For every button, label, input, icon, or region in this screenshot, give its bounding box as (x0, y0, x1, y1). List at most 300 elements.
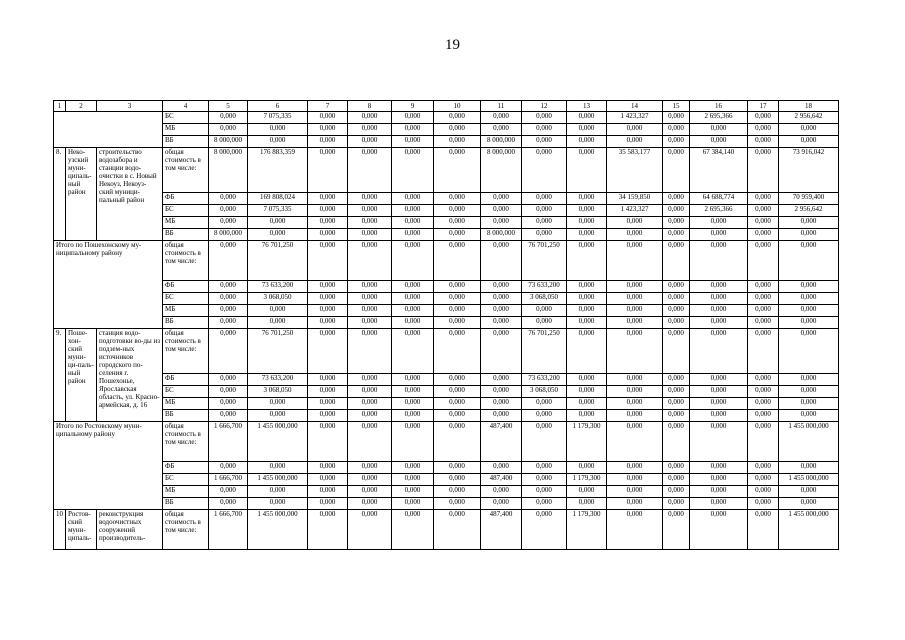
value-cell: 0,000 (748, 317, 779, 329)
table-row (54, 193, 839, 205)
value-cell: 8 000,000 (481, 229, 522, 241)
funding-type: БС (163, 205, 209, 217)
value-cell: 0,000 (748, 510, 779, 550)
item-number: 10 (54, 510, 66, 550)
value-cell: 0,000 (308, 317, 348, 329)
value-cell: 0,000 (663, 498, 690, 510)
value-cell: 0,000 (663, 329, 690, 374)
value-cell: 0,000 (434, 205, 481, 217)
value-cell: 0,000 (779, 410, 839, 422)
value-cell: 0,000 (308, 422, 348, 462)
value-cell: 0,000 (567, 217, 607, 229)
value-cell: 0,000 (748, 281, 779, 293)
table-row (54, 217, 839, 229)
value-cell: 0,000 (308, 281, 348, 293)
value-cell: 0,000 (663, 398, 690, 410)
value-cell: 0,000 (308, 293, 348, 305)
table-row (54, 398, 839, 410)
value-cell: 0,000 (392, 193, 434, 205)
funding-type: ФБ (163, 462, 209, 474)
value-cell: 169 808,024 (248, 193, 308, 205)
value-cell: 0,000 (779, 486, 839, 498)
value-cell: 0,000 (392, 510, 434, 550)
table-row (54, 305, 839, 317)
value-cell: 0,000 (348, 281, 392, 293)
value-cell: 0,000 (348, 422, 392, 462)
table-row (54, 317, 839, 329)
value-cell: 0,000 (392, 293, 434, 305)
value-cell: 0,000 (607, 136, 663, 148)
value-cell: 0,000 (308, 510, 348, 550)
value-cell: 0,000 (209, 205, 248, 217)
district-name: Поше-хон-ский муни-ци-паль-ный район (66, 329, 97, 422)
value-cell: 0,000 (434, 193, 481, 205)
value-cell: 0,000 (663, 293, 690, 305)
value-cell: 0,000 (308, 124, 348, 136)
value-cell: 0,000 (748, 386, 779, 398)
value-cell: 0,000 (690, 317, 748, 329)
value-cell: 0,000 (607, 386, 663, 398)
value-cell: 0,000 (663, 281, 690, 293)
value-cell: 0,000 (392, 124, 434, 136)
value-cell: 0,000 (607, 374, 663, 386)
value-cell: 2 956,642 (779, 205, 839, 217)
column-number: 10 (434, 101, 481, 112)
value-cell: 0,000 (690, 498, 748, 510)
value-cell: 0,000 (522, 422, 567, 462)
value-cell: 0,000 (248, 498, 308, 510)
value-cell: 0,000 (209, 241, 248, 281)
value-cell: 0,000 (779, 398, 839, 410)
value-cell: 0,000 (348, 410, 392, 422)
value-cell: 0,000 (209, 317, 248, 329)
value-cell: 0,000 (690, 229, 748, 241)
value-cell: 70 959,400 (779, 193, 839, 205)
funding-type: ФБ (163, 193, 209, 205)
header-row (54, 101, 839, 112)
value-cell: 0,000 (607, 510, 663, 550)
value-cell: 0,000 (663, 305, 690, 317)
value-cell: 0,000 (567, 124, 607, 136)
value-cell: 0,000 (481, 329, 522, 374)
value-cell: 487,400 (481, 422, 522, 462)
value-cell: 0,000 (607, 329, 663, 374)
value-cell: 0,000 (481, 293, 522, 305)
value-cell: 0,000 (209, 374, 248, 386)
column-number: 2 (66, 101, 97, 112)
value-cell: 0,000 (209, 398, 248, 410)
value-cell: 0,000 (567, 462, 607, 474)
value-cell: 0,000 (690, 422, 748, 462)
value-cell: 0,000 (522, 229, 567, 241)
value-cell: 0,000 (779, 241, 839, 281)
value-cell: 0,000 (434, 136, 481, 148)
value-cell: 0,000 (567, 193, 607, 205)
column-number: 16 (690, 101, 748, 112)
value-cell: 0,000 (434, 241, 481, 281)
value-cell: 0,000 (690, 293, 748, 305)
value-cell: 0,000 (748, 486, 779, 498)
value-cell: 0,000 (748, 293, 779, 305)
object-name: станция водо-подготовки во-ды из подзем-ных источников городского по-селения г. Пошехонье, Ярославская область, ул. Красно-армейская, д. 16 (97, 329, 163, 422)
value-cell: 0,000 (779, 462, 839, 474)
value-cell: 0,000 (248, 305, 308, 317)
value-cell: 0,000 (392, 462, 434, 474)
value-cell: 0,000 (567, 112, 607, 124)
value-cell: 0,000 (392, 422, 434, 462)
value-cell: 34 159,850 (607, 193, 663, 205)
value-cell: 1 179,300 (567, 474, 607, 486)
value-cell: 3 068,050 (248, 386, 308, 398)
value-cell: 8 000,000 (481, 148, 522, 193)
value-cell: 0,000 (308, 205, 348, 217)
value-cell: 0,000 (748, 374, 779, 386)
funding-type: ВБ (163, 136, 209, 148)
value-cell: 0,000 (748, 148, 779, 193)
value-cell: 0,000 (663, 205, 690, 217)
table-row (54, 498, 839, 510)
value-cell: 0,000 (522, 217, 567, 229)
value-cell: 0,000 (434, 124, 481, 136)
funding-type: МБ (163, 124, 209, 136)
value-cell: 0,000 (522, 510, 567, 550)
continued-cell (54, 112, 163, 148)
value-cell: 0,000 (663, 229, 690, 241)
table-row (54, 229, 839, 241)
value-cell: 0,000 (690, 281, 748, 293)
value-cell: 0,000 (434, 498, 481, 510)
value-cell: 0,000 (522, 205, 567, 217)
value-cell: 2 695,366 (690, 112, 748, 124)
value-cell: 0,000 (348, 293, 392, 305)
table-row (54, 410, 839, 422)
value-cell: 1 666,700 (209, 422, 248, 462)
value-cell: 0,000 (779, 498, 839, 510)
value-cell: 0,000 (392, 498, 434, 510)
value-cell: 0,000 (434, 486, 481, 498)
value-cell: 0,000 (663, 148, 690, 193)
value-cell: 0,000 (522, 398, 567, 410)
value-cell: 0,000 (392, 398, 434, 410)
value-cell: 0,000 (663, 486, 690, 498)
value-cell: 3 068,050 (248, 293, 308, 305)
value-cell: 0,000 (392, 329, 434, 374)
funding-type: ВБ (163, 317, 209, 329)
value-cell: 0,000 (308, 386, 348, 398)
value-cell: 0,000 (209, 124, 248, 136)
value-cell: 487,400 (481, 510, 522, 550)
funding-type: МБ (163, 398, 209, 410)
value-cell: 0,000 (392, 486, 434, 498)
value-cell: 0,000 (663, 474, 690, 486)
value-cell: 0,000 (779, 386, 839, 398)
funding-type: общая стоимость в том числе: (163, 241, 209, 281)
value-cell: 1 455 000,000 (779, 474, 839, 486)
value-cell: 76 701,250 (248, 241, 308, 281)
value-cell: 0,000 (308, 112, 348, 124)
value-cell: 35 583,177 (607, 148, 663, 193)
value-cell: 0,000 (748, 112, 779, 124)
value-cell: 0,000 (308, 217, 348, 229)
value-cell: 0,000 (690, 124, 748, 136)
value-cell: 3 068,050 (522, 386, 567, 398)
value-cell: 0,000 (690, 329, 748, 374)
value-cell: 0,000 (779, 124, 839, 136)
table-row (54, 281, 839, 293)
column-number: 18 (779, 101, 839, 112)
value-cell: 0,000 (779, 305, 839, 317)
value-cell: 0,000 (209, 281, 248, 293)
funding-type: ВБ (163, 498, 209, 510)
value-cell: 0,000 (308, 374, 348, 386)
value-cell: 0,000 (348, 136, 392, 148)
value-cell: 73 633,200 (522, 374, 567, 386)
value-cell: 0,000 (392, 136, 434, 148)
value-cell: 0,000 (481, 498, 522, 510)
value-cell: 0,000 (567, 148, 607, 193)
value-cell: 0,000 (434, 386, 481, 398)
value-cell: 0,000 (481, 317, 522, 329)
table-row (54, 136, 839, 148)
table-row (54, 386, 839, 398)
table-row (54, 462, 839, 474)
value-cell: 0,000 (392, 148, 434, 193)
value-cell: 0,000 (522, 474, 567, 486)
value-cell: 0,000 (607, 293, 663, 305)
value-cell: 8 000,000 (209, 148, 248, 193)
value-cell: 2 695,366 (690, 205, 748, 217)
value-cell: 0,000 (348, 241, 392, 281)
funding-type: общая стоимость в том числе: (163, 148, 209, 193)
value-cell: 0,000 (748, 329, 779, 374)
value-cell: 0,000 (481, 374, 522, 386)
value-cell: 0,000 (690, 374, 748, 386)
value-cell: 0,000 (690, 241, 748, 281)
value-cell: 0,000 (522, 410, 567, 422)
value-cell: 0,000 (567, 498, 607, 510)
table-row (54, 422, 839, 462)
value-cell: 67 384,140 (690, 148, 748, 193)
value-cell: 0,000 (522, 112, 567, 124)
column-number: 9 (392, 101, 434, 112)
district-total-label: Итого по Ростовскому муни-ципальному району (54, 422, 163, 510)
value-cell: 0,000 (308, 462, 348, 474)
value-cell: 0,000 (434, 398, 481, 410)
column-number: 14 (607, 101, 663, 112)
funding-type: общая стоимость в том числе: (163, 422, 209, 462)
column-number: 12 (522, 101, 567, 112)
object-name: строительство водозабора и станции водо-очистки в с. Новый Некоуз, Некоуз-ский муници-пальный район (97, 148, 163, 241)
value-cell: 0,000 (434, 374, 481, 386)
value-cell: 0,000 (748, 124, 779, 136)
value-cell: 0,000 (748, 462, 779, 474)
value-cell: 0,000 (308, 148, 348, 193)
value-cell: 0,000 (248, 229, 308, 241)
value-cell: 0,000 (748, 498, 779, 510)
value-cell: 0,000 (248, 410, 308, 422)
value-cell: 1 455 000,000 (248, 510, 308, 550)
value-cell: 0,000 (248, 462, 308, 474)
value-cell: 0,000 (308, 193, 348, 205)
value-cell: 0,000 (434, 317, 481, 329)
value-cell: 0,000 (348, 474, 392, 486)
value-cell: 64 688,774 (690, 193, 748, 205)
value-cell: 0,000 (779, 329, 839, 374)
table-row (54, 510, 839, 550)
value-cell: 0,000 (481, 386, 522, 398)
value-cell: 0,000 (607, 241, 663, 281)
value-cell: 0,000 (348, 329, 392, 374)
value-cell: 0,000 (607, 305, 663, 317)
table-row (54, 474, 839, 486)
value-cell: 0,000 (567, 486, 607, 498)
value-cell: 0,000 (607, 474, 663, 486)
funding-type: МБ (163, 305, 209, 317)
column-number: 13 (567, 101, 607, 112)
value-cell: 0,000 (434, 305, 481, 317)
value-cell: 0,000 (308, 305, 348, 317)
value-cell: 0,000 (434, 217, 481, 229)
column-number: 1 (54, 101, 66, 112)
column-number: 17 (748, 101, 779, 112)
column-number: 15 (663, 101, 690, 112)
table-row (54, 124, 839, 136)
value-cell: 0,000 (663, 241, 690, 281)
column-number: 3 (97, 101, 163, 112)
value-cell: 0,000 (663, 317, 690, 329)
value-cell: 0,000 (434, 148, 481, 193)
column-number: 11 (481, 101, 522, 112)
value-cell: 0,000 (348, 229, 392, 241)
value-cell: 0,000 (690, 386, 748, 398)
value-cell: 0,000 (522, 317, 567, 329)
value-cell: 0,000 (392, 474, 434, 486)
value-cell: 0,000 (663, 217, 690, 229)
funding-type: ВБ (163, 229, 209, 241)
item-number: 9. (54, 329, 66, 422)
value-cell: 2 956,642 (779, 112, 839, 124)
value-cell: 0,000 (481, 410, 522, 422)
value-cell: 1 423,327 (607, 205, 663, 217)
value-cell: 3 068,050 (522, 293, 567, 305)
funding-type: БС (163, 386, 209, 398)
value-cell: 0,000 (348, 193, 392, 205)
value-cell: 0,000 (248, 136, 308, 148)
value-cell: 0,000 (348, 112, 392, 124)
value-cell: 0,000 (663, 462, 690, 474)
value-cell: 8 000,000 (209, 229, 248, 241)
value-cell: 0,000 (522, 498, 567, 510)
value-cell: 0,000 (748, 229, 779, 241)
value-cell: 0,000 (434, 474, 481, 486)
value-cell: 0,000 (607, 317, 663, 329)
value-cell: 0,000 (348, 374, 392, 386)
value-cell: 0,000 (748, 398, 779, 410)
value-cell: 0,000 (209, 462, 248, 474)
value-cell: 0,000 (663, 136, 690, 148)
value-cell: 0,000 (348, 498, 392, 510)
district-name: Неко-узский муни-ципаль-ный район (66, 148, 97, 241)
value-cell: 0,000 (248, 217, 308, 229)
value-cell: 1 666,700 (209, 474, 248, 486)
value-cell: 0,000 (248, 317, 308, 329)
value-cell: 0,000 (690, 305, 748, 317)
value-cell: 0,000 (481, 462, 522, 474)
value-cell: 0,000 (522, 305, 567, 317)
value-cell: 0,000 (522, 193, 567, 205)
value-cell: 0,000 (779, 374, 839, 386)
value-cell: 0,000 (522, 148, 567, 193)
value-cell: 0,000 (663, 124, 690, 136)
object-name: реконструкция водоочистных сооружений производитель- (97, 510, 163, 550)
value-cell: 0,000 (567, 317, 607, 329)
value-cell: 0,000 (348, 148, 392, 193)
table-row (54, 205, 839, 217)
table-row (54, 293, 839, 305)
funding-type: ФБ (163, 281, 209, 293)
value-cell: 0,000 (209, 217, 248, 229)
value-cell: 0,000 (348, 398, 392, 410)
funding-type: общая стоимость в том числе: (163, 510, 209, 550)
value-cell: 0,000 (392, 241, 434, 281)
value-cell: 0,000 (567, 205, 607, 217)
value-cell: 0,000 (607, 229, 663, 241)
value-cell: 0,000 (209, 193, 248, 205)
value-cell: 0,000 (481, 205, 522, 217)
value-cell: 0,000 (779, 136, 839, 148)
value-cell: 0,000 (779, 281, 839, 293)
value-cell: 0,000 (663, 374, 690, 386)
value-cell: 0,000 (607, 486, 663, 498)
value-cell: 0,000 (779, 229, 839, 241)
value-cell: 0,000 (481, 305, 522, 317)
funding-type: МБ (163, 486, 209, 498)
value-cell: 0,000 (308, 474, 348, 486)
funding-type: БС (163, 112, 209, 124)
funding-type: МБ (163, 217, 209, 229)
value-cell: 0,000 (607, 398, 663, 410)
value-cell: 0,000 (308, 229, 348, 241)
value-cell: 0,000 (690, 462, 748, 474)
value-cell: 0,000 (434, 462, 481, 474)
value-cell: 0,000 (567, 293, 607, 305)
value-cell: 0,000 (690, 136, 748, 148)
value-cell: 0,000 (248, 124, 308, 136)
value-cell: 0,000 (481, 112, 522, 124)
value-cell: 73 633,200 (522, 281, 567, 293)
value-cell: 0,000 (209, 329, 248, 374)
value-cell: 0,000 (348, 486, 392, 498)
value-cell: 0,000 (481, 241, 522, 281)
value-cell: 0,000 (392, 112, 434, 124)
value-cell: 1 666,700 (209, 510, 248, 550)
value-cell: 0,000 (348, 124, 392, 136)
value-cell: 0,000 (308, 136, 348, 148)
value-cell: 487,400 (481, 474, 522, 486)
value-cell: 0,000 (481, 398, 522, 410)
district-name: Ростов-ский муни-ципаль- (66, 510, 97, 550)
value-cell: 73 916,042 (779, 148, 839, 193)
value-cell: 0,000 (348, 205, 392, 217)
value-cell: 76 701,250 (248, 329, 308, 374)
value-cell: 0,000 (690, 510, 748, 550)
value-cell: 0,000 (567, 329, 607, 374)
value-cell: 0,000 (748, 241, 779, 281)
value-cell: 0,000 (690, 398, 748, 410)
value-cell: 0,000 (348, 317, 392, 329)
value-cell: 7 075,335 (248, 205, 308, 217)
value-cell: 0,000 (308, 486, 348, 498)
